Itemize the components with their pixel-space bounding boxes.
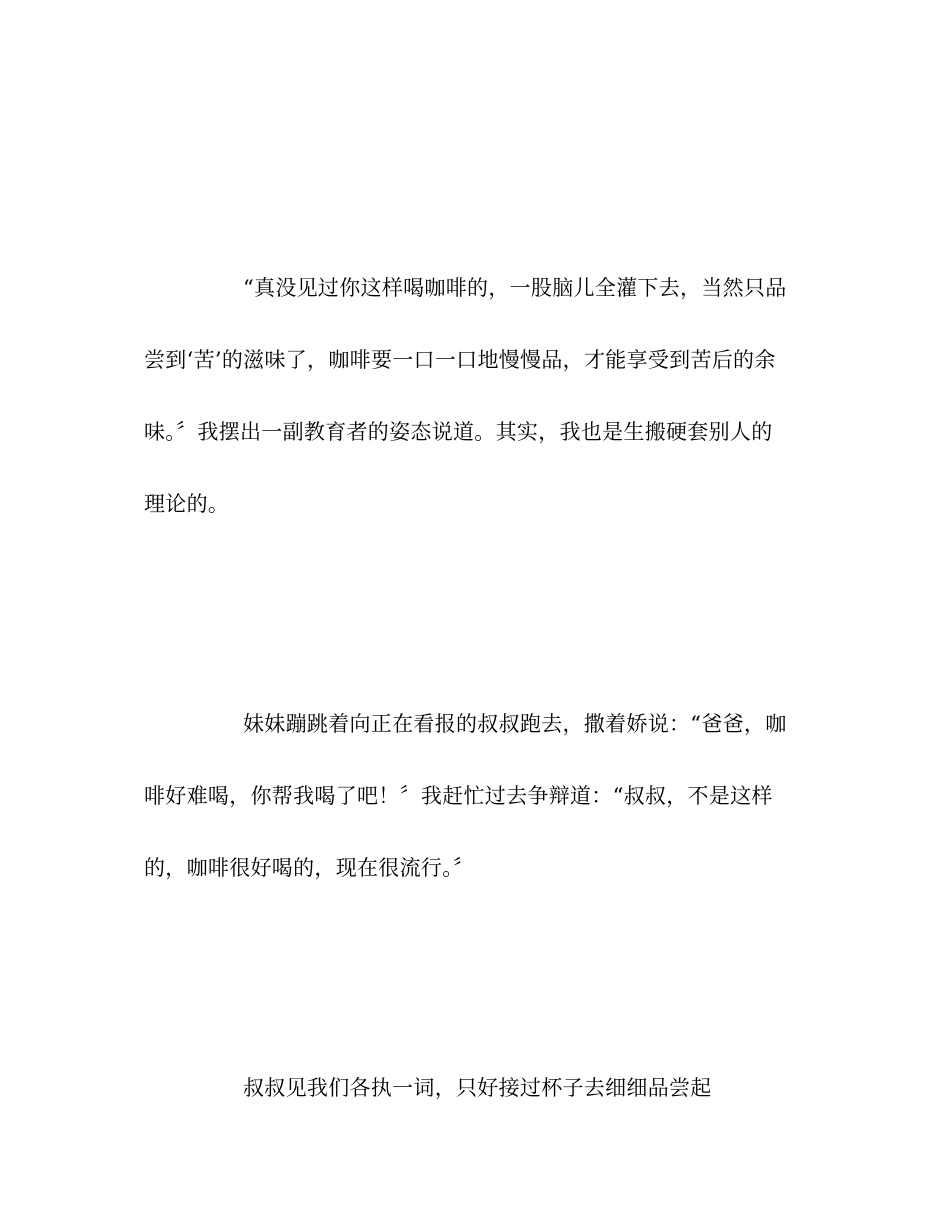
paragraph-line: 味。〞我摆出一副教育者的姿态说道。其实，我也是生搬硬套别人的 [144,420,773,444]
paragraph-line: 尝到‘苦’的滋味了，咖啡要一口一口地慢慢品，才能享受到苦后的余 [144,348,776,372]
paragraph-3 [144,1052,800,1124]
paragraph-line: 妹妹蹦跳着向正在看报的叔叔跑去，撒着娇说：“爸爸，咖 [243,712,787,736]
paragraph-line: “真没见过你这样喝咖啡的，一股脑儿全灌下去，当然只品 [243,276,787,300]
paragraph-2 [144,688,800,904]
paragraph-line: 啡好难喝，你帮我喝了吧！〞我赶忙过去争辩道：“叔叔，不是这样 [144,784,773,808]
paragraph-1 [144,252,800,540]
paragraph-line: 理论的。 [144,492,230,516]
paragraph-line: 的，咖啡很好喝的，现在很流行。〞 [144,856,475,880]
paragraph-line: 叔叔见我们各执一词，只好接过杯子去细细品尝起 [243,1076,712,1100]
